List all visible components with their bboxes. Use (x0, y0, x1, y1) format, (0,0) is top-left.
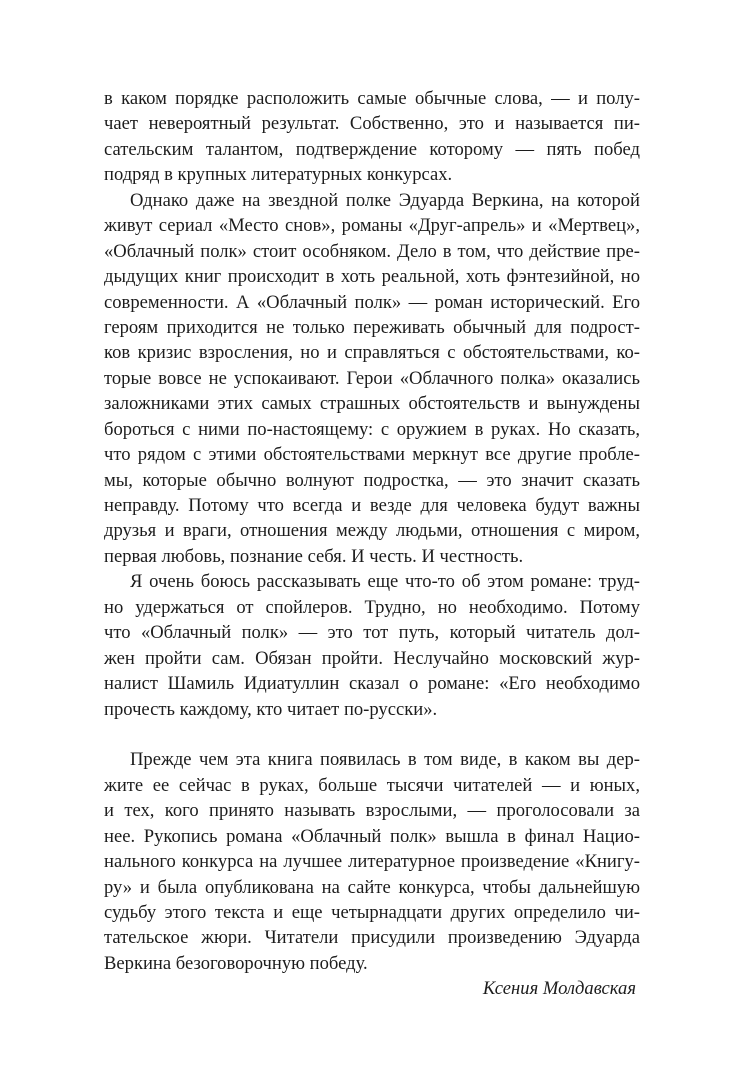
text-line: Однако даже на звездной полке Эдуарда Веркина, на которой (130, 189, 640, 211)
text-line: жите ее сейчас в руках, больше тысячи читателей — и юных, (104, 774, 640, 796)
text-line: прочесть каждому, кто читает по-русски». (104, 698, 438, 720)
text-line: жен пройти сам. Обязан пройти. Неслучайно московский жур- (104, 647, 640, 669)
text-line: бороться с ними по-настоящему: с оружием в руках. Но сказать, (104, 418, 640, 440)
text-line: судьбу этого текста и еще четырнадцати других определило чи- (104, 902, 640, 923)
text-line: нального конкурса на лучшее литературное произведение «Книгу- (104, 851, 640, 873)
text-line: дыдущих книг происходит в хоть реальной, хоть фэнтезийной, но (104, 266, 640, 288)
text-line: Я очень боюсь рассказывать еще что-то об этом романе: труд- (130, 571, 640, 593)
text-line: Веркина безоговорочную победу. (104, 952, 368, 974)
text-line: мы, которые обычно волнуют подростка, — это значит сказать (104, 469, 640, 491)
text-line: живут сериал «Место снов», романы «Друг-апрель» и «Мертвец», (104, 215, 640, 237)
paragraph-gap (104, 722, 640, 747)
text-line: Прежде чем эта книга появилась в том виде, в каком вы дер- (130, 749, 640, 771)
paragraph (104, 747, 640, 976)
text-line: заложниками этих самых страшных обстоятельств и вынуждены (104, 393, 640, 415)
text-line: но удержаться от спойлеров. Трудно, но необходимо. Потому (104, 596, 640, 618)
author-signature: Ксения Молдавская (482, 978, 636, 1000)
paragraph (104, 188, 640, 570)
text-line: сательским талантом, подтверждение которому — пять побед (104, 138, 640, 160)
text-line: налист Шамиль Идиатуллин сказал о романе: «Его необходимо (104, 673, 640, 695)
text-line: ков кризис взросления, но и справляться с обстоятельствами, ко- (104, 342, 640, 364)
text-line: торые вовсе не успокаивают. Герои «Облачного полка» оказались (104, 367, 640, 389)
text-line: в каком порядке расположить самые обычные слова, — и полу- (104, 88, 640, 109)
text-line: подряд в крупных литературных конкурсах. (104, 164, 453, 186)
text-line: что рядом с этими обстоятельствами меркнут все другие пробле- (104, 444, 640, 466)
text-line: героям приходится не только переживать обычный для подрост- (104, 316, 640, 338)
text-line: и тех, кого принято называть взрослыми, — проголосовали за (104, 800, 640, 822)
text-line: чает невероятный результат. Собственно, это и называется пи- (104, 113, 640, 135)
book-page (104, 86, 640, 1002)
text-line: «Облачный полк» стоит особняком. Дело в том, что действие пре- (104, 240, 640, 262)
text-line: друзья и враги, отношения между людьми, отношения с миром, (104, 520, 640, 542)
text-line: современности. А «Облачный полк» — роман исторический. Его (104, 291, 640, 313)
paragraph (104, 569, 640, 722)
text-line: что «Облачный полк» — это тот путь, который читатель дол- (104, 622, 640, 644)
text-line: ру» и была опубликована на сайте конкурса, чтобы дальнейшую (104, 876, 640, 898)
text-line: нее. Рукопись романа «Облачный полк» вышла в финал Нацио- (104, 825, 640, 847)
text-line: неправду. Потому что всегда и везде для человека будут важны (104, 495, 640, 516)
text-line: первая любовь, познание себя. И честь. И честность. (104, 545, 524, 567)
text-line: тательское жюри. Читатели присудили произведению Эдуарда (104, 927, 640, 949)
paragraph (104, 86, 640, 188)
